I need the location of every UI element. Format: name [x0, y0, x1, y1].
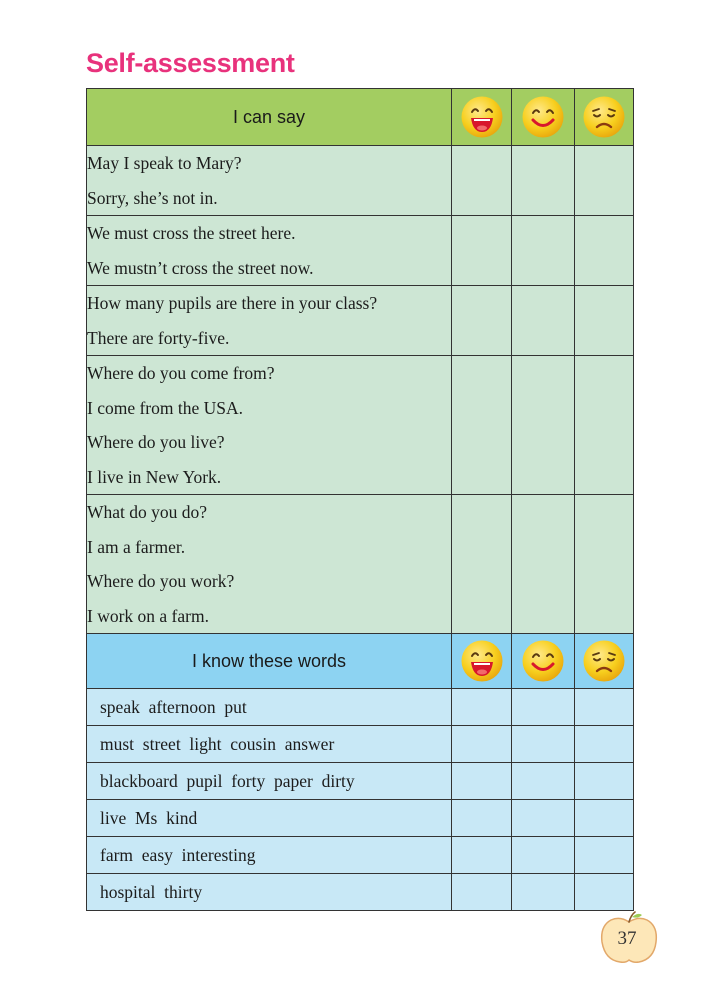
page-number-badge: [598, 910, 662, 966]
phrase: I live in New York.: [87, 466, 222, 487]
word-list: hospital thirty: [87, 874, 452, 911]
rating-cell[interactable]: [512, 837, 575, 874]
phrase: May I speak to Mary?: [87, 153, 242, 173]
rating-cell[interactable]: [512, 689, 575, 726]
rating-cell[interactable]: [512, 286, 575, 356]
rating-cell[interactable]: [512, 495, 575, 634]
table-row: [87, 726, 634, 763]
laughing-face-icon: [460, 639, 504, 683]
phrase: Where do you come from?: [87, 363, 275, 383]
phrase: Where do you work?: [87, 571, 235, 591]
rating-cell[interactable]: [452, 874, 512, 911]
page-number: 37: [617, 928, 637, 949]
rating-cell[interactable]: [452, 763, 512, 800]
rating-cell[interactable]: [512, 874, 575, 911]
rating-cell[interactable]: [452, 800, 512, 837]
rating-cell[interactable]: [575, 874, 634, 911]
table-row: [87, 286, 634, 356]
rating-cell[interactable]: [452, 286, 512, 356]
rating-cell[interactable]: [512, 216, 575, 286]
table-row: [87, 216, 634, 286]
phrase: What do you do?: [87, 502, 208, 522]
phrase: There are forty-five.: [87, 327, 230, 348]
rating-cell[interactable]: [575, 726, 634, 763]
table-row: [87, 874, 634, 911]
word-list: speak afternoon put: [87, 689, 452, 726]
rating-cell[interactable]: [575, 800, 634, 837]
rating-cell[interactable]: [575, 146, 634, 216]
rating-cell[interactable]: [575, 216, 634, 286]
rating-cell[interactable]: [512, 800, 575, 837]
table-row: [87, 763, 634, 800]
laughing-face-icon: [460, 95, 504, 139]
phrase: We mustn’t cross the street now.: [87, 257, 314, 278]
smiling-face-icon: [521, 639, 565, 683]
sad-face-icon: [582, 95, 626, 139]
table-row: [87, 356, 634, 495]
rating-cell[interactable]: [575, 495, 634, 634]
table-row: [87, 146, 634, 216]
phrase: I work on a farm.: [87, 605, 209, 626]
phrase: Sorry, she’s not in.: [87, 187, 218, 208]
section1-header-row: [87, 89, 634, 146]
table-row: [87, 495, 634, 634]
word-list: farm easy interesting: [87, 837, 452, 874]
rating-cell[interactable]: [575, 689, 634, 726]
phrase: I come from the USA.: [87, 397, 244, 418]
phrase: I am a farmer.: [87, 536, 186, 557]
smiling-face-icon: [521, 95, 565, 139]
rating-cell[interactable]: [512, 726, 575, 763]
phrase: We must cross the street here.: [87, 223, 296, 243]
rating-cell[interactable]: [512, 763, 575, 800]
rating-cell[interactable]: [512, 356, 575, 495]
rating-cell[interactable]: [452, 356, 512, 495]
section2-header: I know these words: [87, 634, 452, 689]
phrase: How many pupils are there in your class?: [87, 293, 378, 313]
rating-cell[interactable]: [452, 837, 512, 874]
table-row: [87, 837, 634, 874]
rating-cell[interactable]: [575, 286, 634, 356]
rating-cell[interactable]: [452, 726, 512, 763]
word-list: live Ms kind: [87, 800, 452, 837]
word-list: blackboard pupil forty paper dirty: [87, 763, 452, 800]
rating-cell[interactable]: [575, 837, 634, 874]
rating-cell[interactable]: [452, 146, 512, 216]
self-assessment-table: [86, 88, 634, 911]
table-row: [87, 689, 634, 726]
rating-cell[interactable]: [452, 689, 512, 726]
rating-cell[interactable]: [452, 495, 512, 634]
page-title: Self-assessment: [86, 48, 295, 78]
sad-face-icon: [582, 639, 626, 683]
rating-cell[interactable]: [575, 763, 634, 800]
rating-cell[interactable]: [512, 146, 575, 216]
rating-cell[interactable]: [452, 216, 512, 286]
rating-cell[interactable]: [575, 356, 634, 495]
section1-header: I can say: [87, 89, 452, 146]
section2-header-row: [87, 634, 634, 689]
phrase: Where do you live?: [87, 432, 225, 452]
table-row: [87, 800, 634, 837]
word-list: must street light cousin answer: [87, 726, 452, 763]
